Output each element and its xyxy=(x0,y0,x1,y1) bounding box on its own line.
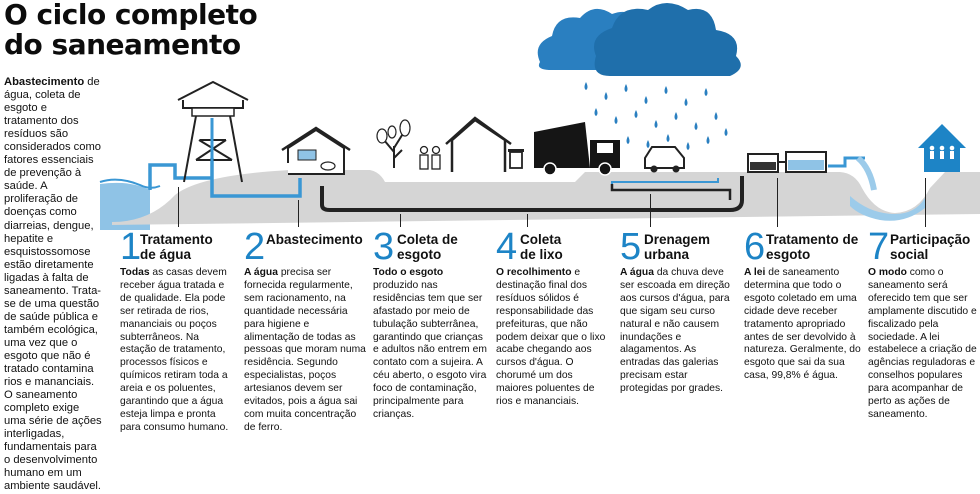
step-number: 3 xyxy=(373,226,395,268)
step-heading: Tratamento de água xyxy=(140,232,213,262)
step-text: A água precisa ser fornecida regularmente, sem racionamento, na quantidade necessária para higiene e alimentação de todas as pessoas que moram numa residência. Segundo especialistas, poços artesianos devem ser evitados, pois a água sai com muita concentração de ferro. xyxy=(244,267,366,433)
step-heading: Abastecimento xyxy=(266,232,363,247)
connector-6 xyxy=(777,178,778,227)
step-4 xyxy=(496,228,612,418)
community-house-icon xyxy=(918,124,966,172)
step-heading: Tratamento de esgoto xyxy=(766,232,859,262)
step-text: A água da chuva deve ser escoada em direção aos cursos d'água, para que sigam seu curso natural e não causem inundações e alagamentos. As entradas das galerias precisam estar protegidas por grades. xyxy=(620,267,730,395)
connector-2 xyxy=(298,200,299,227)
step-number: 7 xyxy=(868,226,890,268)
car-icon xyxy=(645,147,684,173)
step-text: A lei de saneamento determina que todo o esgoto coletado em uma cidade deve receber tratamento apropriado antes de ser devolvido à natureza. Geralmente, do esgoto que sai da sua casa, 99,8% é água. xyxy=(744,267,861,382)
step-5 xyxy=(620,228,736,418)
connector-3 xyxy=(400,214,401,227)
step-text: Todo o esgoto produzido nas residências tem que ser afastado por meio de tubulação subterrânea, garantindo que crianças e adultos não entrem em contato com a sujeira. A céu aberto, o esgoto vira foco de contaminação, principalmente para crianças. xyxy=(373,267,487,420)
step-number: 1 xyxy=(120,226,142,268)
step-7 xyxy=(868,228,978,418)
water-tower-icon xyxy=(178,82,248,182)
connector-5 xyxy=(650,194,651,227)
step-6 xyxy=(744,228,862,418)
step-text: O modo como o saneamento será oferecido tem que ser amplamente discutido e fiscalizado pela sociedade. A lei estabelece a criação de agências reguladoras e conselhos populares para acompanhar de perto as ações de saneamento. xyxy=(868,267,977,420)
step-number: 4 xyxy=(496,226,518,268)
step-heading: Participação social xyxy=(890,232,971,262)
step-text: O recolhimento e destinação final dos resíduos sólidos é responsabilidade das prefeituras, que não podem deixar que o lixo acabe chegando aos cursos d'água. O chorumé um dos maiores poluentes de rios e mananciais. xyxy=(496,267,606,408)
step-3 xyxy=(373,228,491,418)
intro-bold: Abastecimento xyxy=(4,76,85,88)
illustration xyxy=(0,0,980,230)
treatment-tanks-icon xyxy=(748,152,826,172)
step-number: 2 xyxy=(244,226,266,268)
step-2 xyxy=(244,226,366,433)
connector-4 xyxy=(527,214,528,227)
step-number: 5 xyxy=(620,226,642,268)
step-heading: Coleta de lixo xyxy=(520,232,563,262)
rain-cloud-icon xyxy=(538,3,741,76)
intro-body: de água, coleta de esgoto e tratamento dos resíduos são considerados como fatores essenciais de prevenção à saúde. A proliferação de doenças como diarreias, dengue, hepatite e esquistossomose estão diretamente ligadas à falta de saneamento. Trata-se de uma questão de saúde pública e também ecológica, uma vez que o esgoto que não é tratado contamina rios e mananciais. O saneamento completo exige uma série de ações interligadas, fundamentais para o desenvolvimento humano em um ambiente saudável. xyxy=(4,76,102,493)
title-line-1: O ciclo completo xyxy=(4,0,258,31)
large-house-icon xyxy=(446,118,511,172)
step-number: 6 xyxy=(744,226,766,268)
garbage-truck-icon xyxy=(534,122,620,175)
connector-7 xyxy=(925,178,926,227)
rain-drops xyxy=(585,82,728,150)
title-line-2: do saneamento xyxy=(4,28,241,61)
step-1 xyxy=(120,226,236,433)
people-icon xyxy=(420,147,440,170)
tree-icon xyxy=(377,120,410,168)
house-icon xyxy=(282,128,350,174)
connector-1 xyxy=(178,187,179,227)
trash-bin-icon xyxy=(508,149,524,168)
step-heading: Drenagem urbana xyxy=(644,232,711,262)
step-text: Todas as casas devem receber água tratada e de qualidade. Ela pode ser retirada de rios, mananciais ou poços subterrâneos. Na estação de tratamento, processos físicos e químicos retiram toda a areia e os poluentes, garantindo que a água esteja limpa e pronta para consumo humano. xyxy=(120,267,229,433)
step-heading: Coleta de esgoto xyxy=(397,232,458,262)
